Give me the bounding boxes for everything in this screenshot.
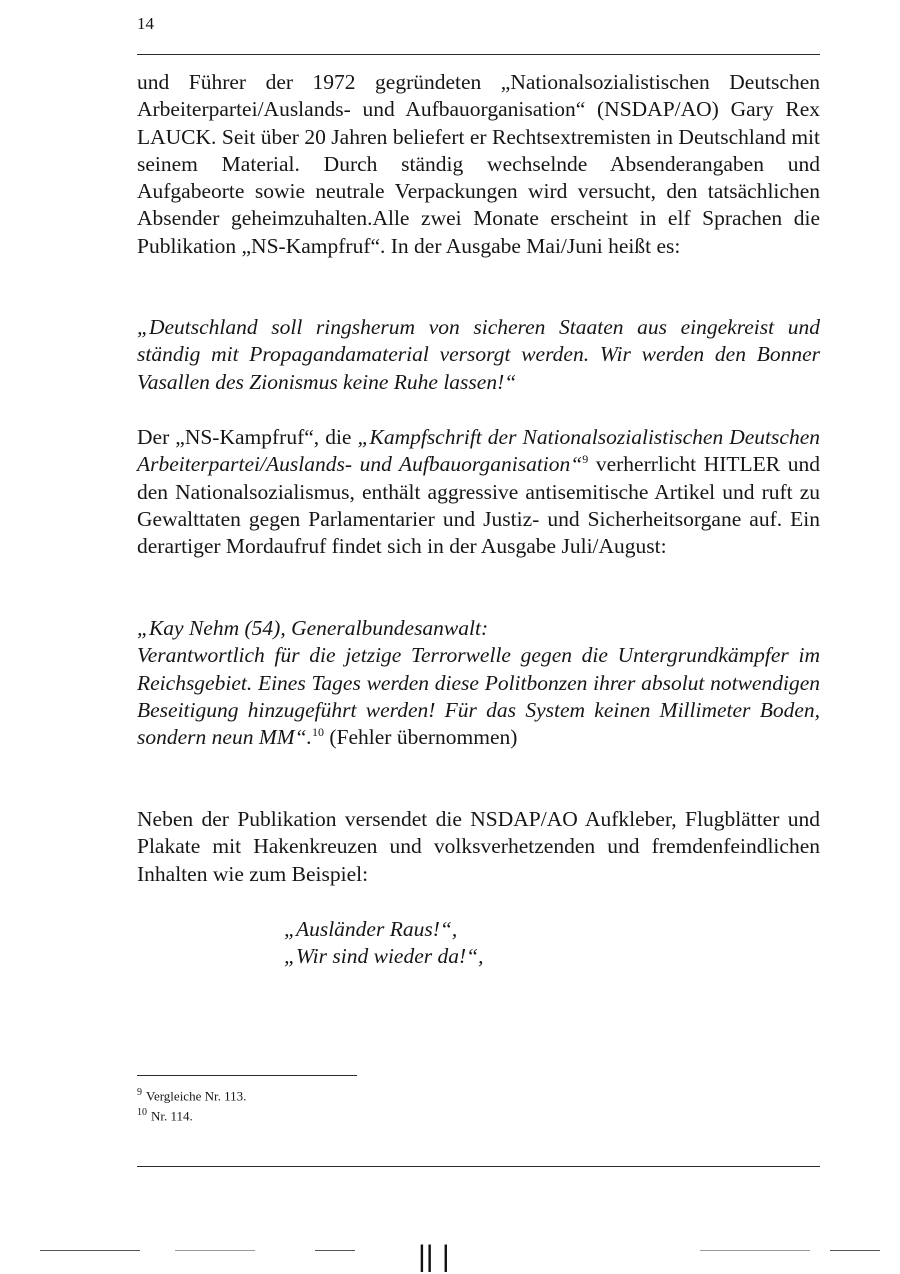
footnote-9-text: Vergleiche Nr. 113.: [146, 1088, 247, 1104]
scan-dash-left-3: [315, 1250, 355, 1251]
quote-2-body: Verantwortlich für die jetzige Terrorwelle gegen die Untergrundkämpfer im Reichsgebiet. Eines Tages werden diese Politbonzen ihrer absolut notwendigen Beseitigung hinzugeführt werden! Für das System keinen Millimeter Boden, sondern neun MM“.: [137, 643, 820, 750]
scan-dash-left-1: [40, 1250, 140, 1251]
page-number: 14: [137, 14, 154, 33]
quote-1: „Deutschland soll ringsherum von sicheren Staaten aus eingekreist und ständig mit Propagandamaterial versorgt werden. Wir werden den Bonner Vasallen des Zionismus keine Ruhe lassen!“: [137, 315, 820, 394]
slogan-2: „Wir sind wieder da!“,: [284, 944, 484, 968]
scan-dash-right-1: [700, 1250, 810, 1251]
footnote-9: [137, 1084, 246, 1105]
paragraph-2-part-2: verherrlicht HITLER und den Nationalsozialismus, enthält aggressive antisemitische Artikel und ruft zu Gewalttaten gegen Parlamentarier und Justiz- und Sicherheitsorgane auf. Ein derartiger Mordaufruf findet sich in der Ausgabe Juli/August:: [137, 452, 821, 559]
footnote-rule: [137, 1075, 357, 1076]
quote-2-line-1: „Kay Nehm (54), Generalbundesanwalt:: [137, 616, 489, 640]
paragraph-3: Neben der Publikation versendet die NSDAP/AO Aufkleber, Flugblätter und Plakate mit Hakenkreuzen und volksverhetzenden und fremdenfeindlichen Inhalten wie zum Beispiel:: [137, 807, 820, 886]
footer-rule: [137, 1166, 820, 1167]
footnote-9-mark: 9: [137, 1087, 142, 1098]
footnote-10-text: Nr. 114.: [151, 1108, 193, 1124]
quote-2-tail: (Fehler übernommen): [323, 725, 518, 750]
paragraph-2-italic: „Kampfschrift der Nationalsozialistischen Deutschen Arbeiterpartei/Auslands- und Aufbauorganisation“: [137, 425, 820, 477]
header-rule: [137, 54, 820, 55]
scan-marks: || |: [418, 1240, 450, 1273]
paragraph-2: [137, 424, 820, 560]
scan-dash-right-2: [830, 1250, 880, 1251]
footnote-ref-9[interactable]: 9: [582, 452, 589, 467]
paragraph-2-part-1: Der „NS-Kampfruf“, die: [137, 425, 358, 449]
scan-dash-left-2: [175, 1250, 255, 1251]
footnote-10-mark: 10: [137, 1107, 147, 1118]
paragraph-1: und Führer der 1972 gegründeten „Nationalsozialistischen Deutschen Arbeiterpartei/Auslands- und Aufbauorganisation“ (NSDAP/AO) Gary Rex LAUCK. Seit über 20 Jahren beliefert er Rechtsextremisten in Deutschland mit seinem Material. Durch ständig wechselnde Absenderangaben und Aufgabeorte sowie neutrale Verpackungen wird versucht, den tatsächlichen Absender geheimzuhalten.Alle zwei Monate erscheint in elf Sprachen die Publikation „NS-Kampfruf“. In der Ausgabe Mai/Juni heißt es:: [137, 70, 820, 258]
footnote-ref-10[interactable]: 10: [311, 725, 324, 740]
quote-2: [137, 615, 820, 751]
slogan-1: „Ausländer Raus!“,: [284, 917, 458, 941]
footnote-10: [137, 1104, 193, 1125]
